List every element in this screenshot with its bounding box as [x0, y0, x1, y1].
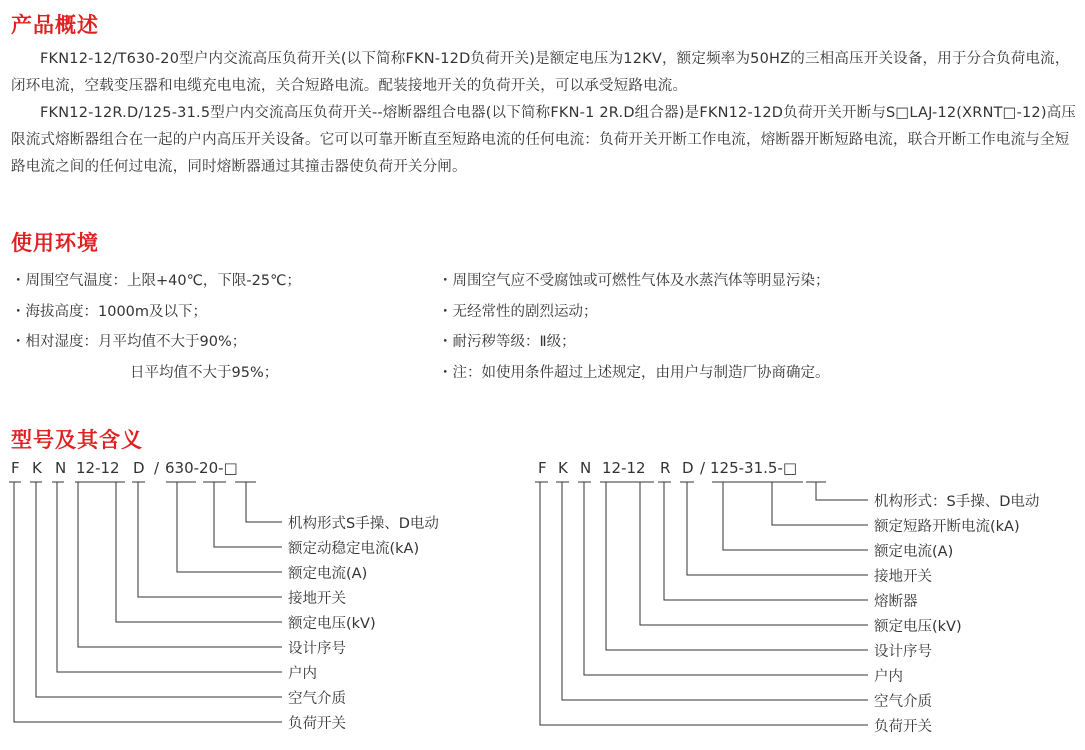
left-label-rated-current: 额定电流(A)	[288, 566, 368, 582]
code-segment: 12-12	[602, 459, 646, 477]
right-label-rated-current: 额定电流(A)	[874, 544, 954, 560]
left-label-air-medium: 空气介质	[288, 691, 346, 707]
left-label-load-switch: 负荷开关	[288, 716, 346, 732]
right-label-indoor: 户内	[874, 669, 903, 685]
environment-item: 日平均值不大于95%；	[130, 364, 279, 381]
code-segment: D	[133, 459, 145, 477]
code-segment: K	[32, 459, 42, 477]
right-label-earthing-switch: 接地开关	[874, 569, 932, 585]
code-segment: N	[580, 459, 592, 477]
code-segment: 12-12	[76, 459, 120, 477]
environment-item: ・相对湿度：月平均值不大于90%；	[11, 334, 247, 350]
model-heading: 型号及其含义	[11, 428, 143, 452]
environment-item: ・无经常性的剧烈运动；	[438, 303, 598, 320]
environment-item: ・耐污秽等级：Ⅱ级；	[438, 334, 576, 350]
code-segment: D	[682, 459, 694, 477]
environment-item: ・周围空气温度：上限+40℃，下限-25℃；	[11, 273, 301, 289]
right-label-load-switch: 负荷开关	[874, 719, 932, 735]
left-label-design-number: 设计序号	[288, 641, 346, 657]
code-segment: K	[558, 459, 568, 477]
right-label-mechanism: 机构形式：S手操、D电动	[874, 494, 1040, 510]
code-segment: /	[154, 459, 160, 477]
overview-paragraph-1: FKN12-12/T630-20型户内交流高压负荷开关(以下简称FKN-12D负荷开关)是额定电压为12KV，额定频率为50HZ的三相高压开关设备，用于分合负荷电流，闭环电流，空载变压器和电缆充电电流，关合短路电流。配装接地开关的负荷开关，可以承受短路电流。	[11, 51, 1070, 94]
left-label-rated-voltage: 额定电压(kV)	[288, 616, 376, 632]
left-label-mechanism: 机构形式S手操、D电动	[288, 516, 439, 532]
code-segment: 630-20-□	[165, 459, 238, 477]
right-label-breaking-current: 额定短路开断电流(kA)	[874, 519, 1020, 535]
code-segment: F	[11, 459, 20, 477]
right-label-fuse: 熔断器	[874, 594, 918, 610]
right-label-design-number: 设计序号	[874, 644, 932, 660]
overview-paragraph-2: FKN12-12R.D/125-31.5型户内交流高压负荷开关--熔断器组合电器(以下简称FKN-1 2R.D组合器)是FKN12-12D负荷开关开断与S□LAJ-12(XRNT□-12)高压限流式熔断器组合在一起的户内高压开关设备。它可以可靠开断直至短路电流的任何电流：负荷开关开断工作电流，熔断器开断短路电流，联合开断工作电流与全短路电流之间的任何过电流，同时熔断器通过其撞击器使负荷开关分闸。	[11, 105, 1077, 175]
code-segment: R	[660, 459, 671, 477]
code-segment: F	[538, 459, 547, 477]
right-label-air-medium: 空气介质	[874, 694, 932, 710]
right-label-rated-voltage: 额定电压(kV)	[874, 619, 962, 635]
left-label-earthing-switch: 接地开关	[288, 591, 346, 607]
code-segment: /	[700, 459, 706, 477]
environment-heading: 使用环境	[11, 231, 99, 255]
code-segment: N	[55, 459, 67, 477]
environment-item: ・海拔高度：1000m及以下；	[11, 303, 208, 320]
environment-item: ・注：如使用条件超过上述规定，由用户与制造厂协商确定。	[438, 364, 830, 381]
left-label-indoor: 户内	[288, 666, 317, 682]
environment-item: ・周围空气应不受腐蚀或可燃性气体及水蒸汽体等明显污染；	[438, 273, 830, 289]
code-segment: 125-31.5-□	[710, 459, 798, 477]
overview-heading: 产品概述	[11, 13, 99, 37]
left-label-dynamic-current: 额定动稳定电流(kA)	[288, 541, 420, 557]
